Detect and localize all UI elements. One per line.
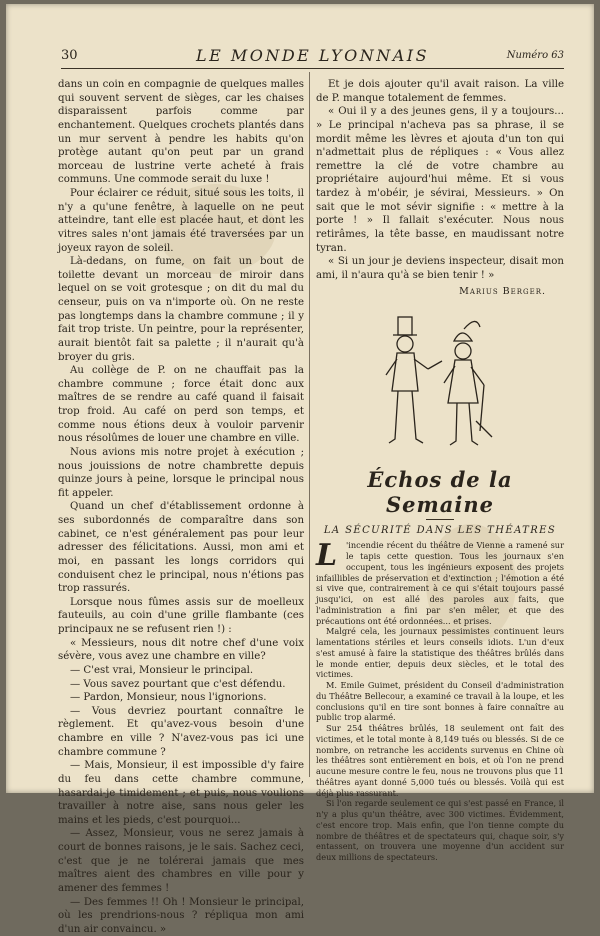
column-divider xyxy=(309,72,310,777)
paragraph: — C'est vrai, Monsieur le principal. xyxy=(58,664,304,678)
paragraph: Nous avions mis notre projet à exécution ; nous jouissions de notre chambrette depuis quinze jours à peine, lorsque le principal nous fit appeler. xyxy=(58,446,304,501)
page-header xyxy=(61,46,564,66)
left-column xyxy=(58,78,304,936)
paragraph: Là-dedans, on fume, on fait un bout de toilette devant un morceau de miroir dans lequel on se voit grotesque ; on dit du mal du censeur, puis on va n'importe où. On ne reste pas longtemps dans la chambre commune ; il y fait trop triste. Un peintre, pour la représenter, aurait bientôt fait sa palette ; il n'aurait qu'à broyer du gris. xyxy=(58,255,304,364)
paragraph: Quand un chef d'établissement ordonne à ses subordonnés de comparaître dans son cabinet, ce n'est généralement pas pour leur adresser des félicitations. Aussi, mon ami et moi, en passant les longs corridors qui conduisent chez le principal, nous n'étions pas trop rassurés. xyxy=(58,500,304,595)
paragraph: Au collège de P. on ne chauffait pas la chambre commune ; force était donc aux maîtres de se rendre au café quand il faisait trop froid. Au café on perd son temps, et comme nous étions deux à vouloir parvenir nous résolûmes de louer une chambre en ville. xyxy=(58,364,304,446)
paragraph: Pour éclairer ce réduit, situé sous les toits, il n'y a qu'une fenêtre, à laquelle on ne peut atteindre, tant elle est placée haut, et dont les vitres sales n'ont jamais été traversées par un joyeux rayon de soleil. xyxy=(58,187,304,255)
paragraph: — Assez, Monsieur, vous ne serez jamais à court de bonnes raisons, je le sais. Sachez ceci, c'est que je ne tolérerai jamais que mes maîtres aient des chambres en ville pour y amener des femmes ! xyxy=(58,827,304,895)
issue-number: Numéro 63 xyxy=(507,50,564,61)
page-number: 30 xyxy=(61,48,78,63)
newspaper-page xyxy=(6,4,594,793)
article-subtitle: LA SÉCURITÉ DANS LES THÉATRES xyxy=(316,525,564,536)
paragraph: — Mais, Monsieur, il est impossible d'y faire du feu dans cette chambre commune, hasardai-je timidement ; et puis, nous voulions travailler à notre aise, sans nous geler les mains et les pieds, c'est pourquoi... xyxy=(58,759,304,827)
header-rule xyxy=(61,68,564,69)
caricature-illustration xyxy=(380,311,500,461)
paragraph: Sur 254 théâtres brûlés, 18 seulement ont fait des victimes, et le total monte à 8,149 tués ou blessés. Si de ce nombre, on retranche les accidents survenus en Chine où les théâtres sont entièrement en bois, et où l'on ne prend aucune mesure contre le feu, nous ne trouvons plus que 11 théâtres ayant donné 5,000 tués ou blessés. Voilà qui est déjà plus rassurant. xyxy=(316,723,564,798)
paragraph: « Si un jour je deviens inspecteur, disait mon ami, il n'aura qu'à se bien tenir ! » xyxy=(316,255,564,282)
section-title: Échos de la Semaine xyxy=(316,467,564,517)
paragraph: M. Emile Guimet, président du Conseil d'administration du Théâtre Bellecour, a examiné ce travail à la loupe, et les conclusions qu'il en tire sont bonnes à faire connaître au public trop alarmé. xyxy=(316,680,564,723)
paragraph: Malgré cela, les journaux pessimistes continuent leurs lamentations stériles et leurs conseils idiots. L'un d'eux s'est amusé à faire la statistique des théâtres brûlés dans le monde entier, depuis deux siècles, et le total des victimes. xyxy=(316,626,564,680)
paragraph: — Vous savez pourtant que c'est défendu. xyxy=(58,678,304,692)
paragraph: 'incendie récent du théâtre de Vienne a ramené sur le tapis cette question. Tous les journaux s'en occupent, tous les ingénieurs exposent des projets infaillibles de préservation et d'extinction ; l'émotion a été si vive que, contrairement à ce qui s'était toujours passé jusqu'ici, on est allé des paroles aux faits, que l'administration a fini par s'en mêler, et que des précautions ont été ordonnées... et prises. xyxy=(316,540,564,625)
paragraph: « Messieurs, nous dit notre chef d'une voix sévère, vous avez une chambre en ville? xyxy=(58,637,304,664)
title-ornament xyxy=(426,519,454,520)
author-signature: Marius Berger. xyxy=(316,286,546,297)
paragraph: — Vous devriez pourtant connaître le règlement. Et qu'avez-vous besoin d'une chambre en ville ? N'avez-vous pas ici une chambre commune ? xyxy=(58,705,304,760)
paragraph: dans un coin en compagnie de quelques malles qui souvent servent de sièges, car les chaises disparaissent parfois comme par enchantement. Quelques crochets plantés dans un mur servent à pendre les habits qu'on protège autant qu'on peut par un grand morceau de lustrine verte acheté à frais communs. Une commode serait du luxe ! xyxy=(58,78,304,187)
paragraph: Si l'on regarde seulement ce qui s'est passé en France, il n'y a plus qu'un théâtre, avec 300 victimes. Évidemment, c'est encore trop. Mais enfin, que l'on tienne compte du nombre de théâtres et de spectateurs qui, chaque soir, s'y entassent, on trouvera une moyenne d'un accident sur deux millions de spectateurs. xyxy=(316,798,564,863)
drop-cap-box xyxy=(316,542,342,572)
paragraph: — Des femmes !! Oh ! Monsieur le principal, où les prendrions-nous ? répliqua mon ami d'un air convaincu. » xyxy=(58,896,304,936)
drop-cap: L xyxy=(316,538,337,573)
journal-title: LE MONDE LYONNAIS xyxy=(61,46,564,65)
paragraph: Lorsque nous fûmes assis sur de moelleux fauteuils, au coin d'une grille flambante (ces principaux ne se refusent rien !) : xyxy=(58,596,304,637)
paragraph: « Oui il y a des jeunes gens, il y a toujours... » Le principal n'acheva pas sa phrase, il se mordit même les lèvres et ajouta d'un ton qui n'admettait plus de répliques : « Vous allez remettre la clé de votre chambre au propriétaire aujourd'hui même. Et si vous tardez à m'obéir, je sévirai, Messieurs. » On sait que le mot sévir signifie : « mettre à la porte ! » Il fallait s'exécuter. Nous nous retirâmes, la tête basse, en maudissant notre tyran. xyxy=(316,105,564,255)
article-body xyxy=(316,540,564,863)
paragraph: — Pardon, Monsieur, nous l'ignorions. xyxy=(58,691,304,705)
paragraph: Et je dois ajouter qu'il avait raison. La ville de P. manque totalement de femmes. xyxy=(316,78,564,105)
right-column xyxy=(316,78,564,863)
